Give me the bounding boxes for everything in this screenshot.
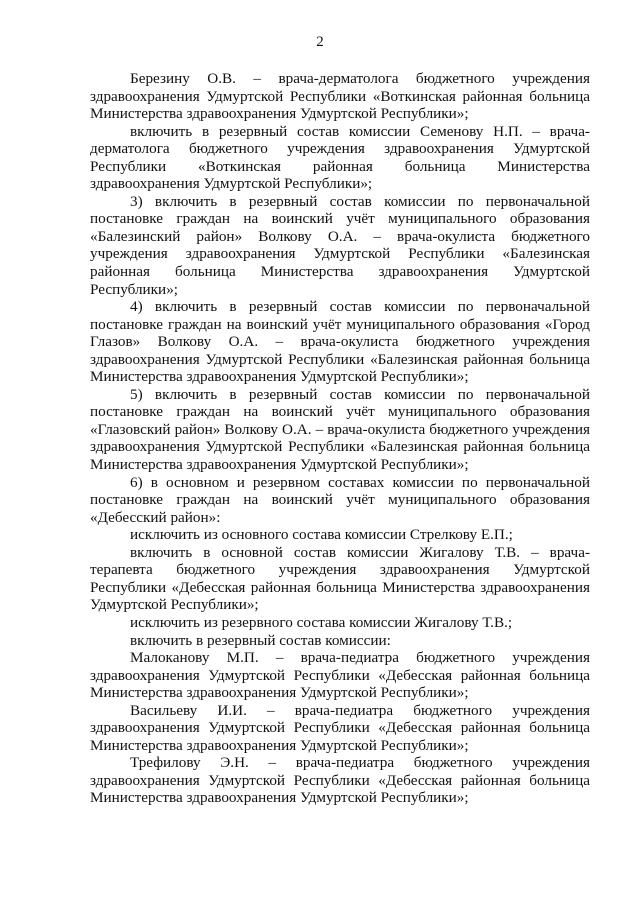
page-number: 2 [316, 34, 324, 50]
paragraph-berezina: Березину О.В. – врача-дерматолога бюджетного учреждения здравоохранения Удмуртской Республики «Воткинская районная больница Министерства здравоохранения Удмуртской Республики»; [90, 70, 590, 123]
paragraph-vasilyeva: Васильеву И.И. – врача-педиатра бюджетного учреждения здравоохранения Удмуртской Республики «Дебесская районная больница Министерства здравоохранения Удмуртской Республики»; [90, 701, 590, 754]
paragraph-exclude-zhigalova: исключить из резервного состава комиссии Жигалову Т.В.; [130, 613, 513, 631]
paragraph-malokanova: Малоканову М.П. – врача-педиатра бюджетного учреждения здравоохранения Удмуртской Республики «Дебесская районная больница Министерства здравоохранения Удмуртской Республики»; [90, 649, 590, 702]
paragraph-include-reserve: включить в резервный состав комиссии: [130, 631, 391, 649]
paragraph-trefilova: Трефилову Э.Н. – врача-педиатра бюджетного учреждения здравоохранения Удмуртской Республики «Дебесская районная больница Министерства здравоохранения Удмуртской Республики»; [90, 754, 590, 807]
paragraph-exclude-strelkova: исключить из основного состава комиссии Стрелкову Е.П.; [130, 526, 513, 544]
paragraph-semenova: включить в резервный состав комиссии Семенову Н.П. – врача-дерматолога бюджетного учреждения здравоохранения Удмуртской Республики «Воткинская районная больница Министерства здравоохранения Удмуртской Республики»; [90, 122, 590, 193]
paragraph-item-3: 3) включить в резервный состав комиссии по первоначальной постановке граждан на воинский учёт муниципального образования «Балезинский район» Волкову О.А. – врача-окулиста бюджетного учреждения здравоохранения Удмуртской Республики «Балезинская районная больница Министерства здравоохранения Удмуртской Республики»; [90, 192, 590, 298]
document-body [90, 70, 590, 807]
paragraph-item-5: 5) включить в резервный состав комиссии по первоначальной постановке граждан на воинский учёт муниципального образования «Глазовский район» Волкову О.А. – врача-окулиста бюджетного учреждения здравоохранения Удмуртской Республики «Балезинская районная больница Министерства здравоохранения Удмуртской Республики»; [90, 385, 590, 474]
paragraph-include-zhigalova: включить в основной состав комиссии Жигалову Т.В. – врача-терапевта бюджетного учреждения здравоохранения Удмуртской Республики «Дебесская районная больница Министерства здравоохранения Удмуртской Республики»; [90, 543, 590, 614]
paragraph-item-6: 6) в основном и резервном составах комиссии по первоначальной постановке граждан на воинский учёт муниципального образования «Дебесский район»: [90, 473, 590, 526]
paragraph-item-4: 4) включить в резервный состав комиссии по первоначальной постановке граждан на воинский учёт муниципального образования «Город Глазов» Волкову О.А. – врача-окулиста бюджетного учреждения здравоохранения Удмуртской Республики «Балезинская районная больница Министерства здравоохранения Удмуртской Республики»; [90, 298, 590, 386]
